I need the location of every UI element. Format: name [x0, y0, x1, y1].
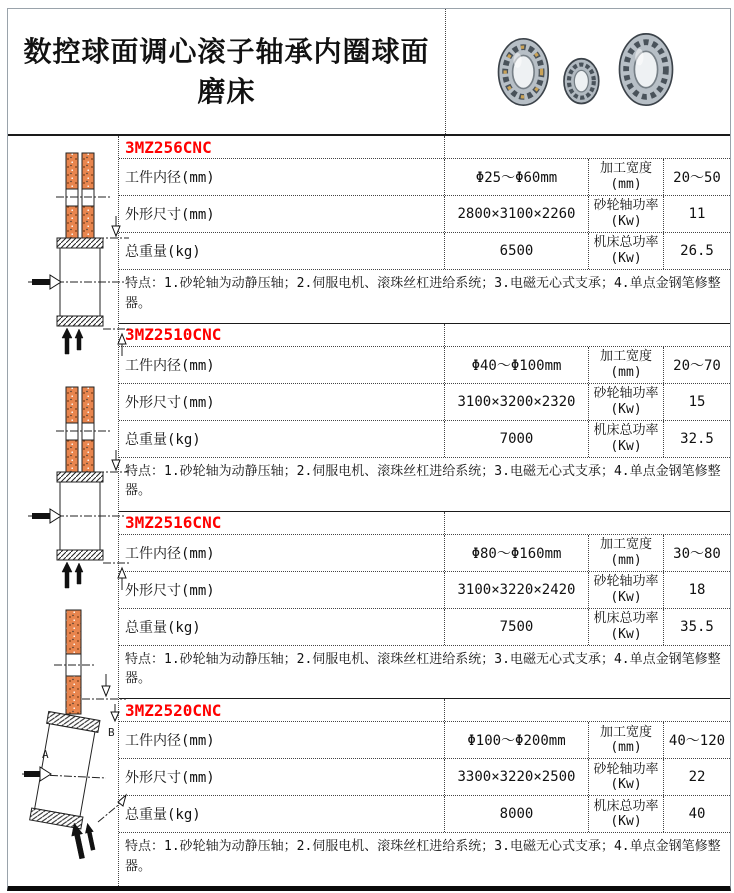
- spec-row: [119, 384, 730, 421]
- features-note: 特点：1.砂轮轴为动静压轴；2.伺服电机、滚珠丝杠进给系统；3.电磁无心式支承；4.单点金钢笔修整器。: [125, 839, 721, 874]
- row-label: 工件内径(mm): [119, 347, 445, 383]
- param-value: 30～80: [673, 545, 721, 562]
- section-3mz256cnc: [119, 136, 730, 324]
- label-b: B: [108, 726, 115, 739]
- row-value: 6500: [445, 233, 589, 269]
- param-label: 砂轮轴功率(Kw): [589, 196, 664, 232]
- spec-table: [119, 136, 730, 886]
- bearing-middle-icon: [564, 58, 599, 103]
- row-value: 7000: [445, 421, 589, 457]
- row-label: 总重量(kg): [119, 609, 445, 645]
- param-label: 加工宽度(mm): [589, 347, 664, 383]
- row-value: Φ25～Φ60mm: [445, 159, 589, 195]
- param-label: 加工宽度(mm): [589, 535, 664, 571]
- model-spacer: [445, 324, 730, 346]
- param-label: 砂轮轴功率(Kw): [589, 759, 664, 795]
- spec-row: [119, 421, 730, 458]
- image-cell: [446, 9, 730, 134]
- model-spacer: [445, 136, 730, 158]
- features-note: 特点：1.砂轮轴为动静压轴；2.伺服电机、滚珠丝杠进给系统；3.电磁无心式支承；4.单点金钢笔修整器。: [125, 651, 721, 686]
- section-3mz2510cnc: [119, 324, 730, 512]
- model-spacer: [445, 512, 730, 534]
- spec-row: [119, 196, 730, 233]
- param-value: 35.5: [680, 618, 714, 635]
- param-label: 砂轮轴功率(Kw): [589, 384, 664, 420]
- model-row: [119, 136, 730, 159]
- feed-arrow-head: [50, 275, 61, 289]
- model-row: [119, 699, 730, 722]
- param-value: 11: [688, 206, 706, 222]
- row-label: 外形尺寸(mm): [119, 384, 445, 420]
- model-name: 3MZ2520CNC: [119, 699, 445, 721]
- param-value: 15: [688, 393, 706, 410]
- row-value: Φ80～Φ160mm: [445, 535, 589, 571]
- param-label: 加工宽度(mm): [589, 159, 664, 195]
- param-value: 18: [688, 581, 706, 598]
- model-name: 3MZ256CNC: [119, 136, 445, 158]
- row-value: 2800×3100×2260: [445, 196, 589, 232]
- model-name: 3MZ2510CNC: [119, 324, 445, 346]
- spec-row: [119, 233, 730, 270]
- bearing-left-icon: [499, 38, 549, 104]
- grinding-setup-diagram-2: [26, 382, 131, 594]
- model-name: 3MZ2516CNC: [119, 512, 445, 534]
- param-label: 加工宽度(mm): [589, 722, 664, 758]
- feed-arrow-shaft: [24, 771, 40, 777]
- model-row: [119, 512, 730, 535]
- row-label: 工件内径(mm): [119, 535, 445, 571]
- features-note: 特点：1.砂轮轴为动静压轴；2.伺服电机、滚珠丝杠进给系统；3.电磁无心式支承；4.单点金钢笔修整器。: [125, 463, 721, 499]
- row-label: 外形尺寸(mm): [119, 572, 445, 608]
- feed-arrow-head: [50, 509, 61, 523]
- row-value: 3100×3200×2320: [445, 384, 589, 420]
- param-value: 20～50: [673, 170, 721, 186]
- features-note: 特点：1.砂轮轴为动静压轴；2.伺服电机、滚珠丝杠进给系统；3.电磁无心式支承；4.单点金钢笔修整器。: [125, 276, 721, 311]
- row-label: 工件内径(mm): [119, 159, 445, 195]
- bearing-right-icon: [619, 33, 672, 104]
- spec-row: [119, 722, 730, 759]
- support-arrow-icon: [62, 328, 72, 354]
- row-label: 总重量(kg): [119, 421, 445, 457]
- param-value: 32.5: [680, 430, 714, 447]
- row-label: 外形尺寸(mm): [119, 196, 445, 232]
- param-label: 机床总功率(Kw): [589, 609, 664, 645]
- section-3mz2520cnc: [119, 699, 730, 886]
- feed-arrow-shaft: [32, 513, 50, 519]
- row-value: 7500: [445, 609, 589, 645]
- support-arrow-icon: [75, 563, 83, 584]
- title-cell: [8, 9, 446, 134]
- grinding-setup-diagram-1: [26, 148, 131, 360]
- row-label: 工件内径(mm): [119, 722, 445, 758]
- row-value: Φ100～Φ200mm: [445, 722, 589, 758]
- label-a: A: [42, 748, 49, 761]
- model-row: [119, 324, 730, 347]
- support-arrow-icon: [84, 823, 97, 851]
- row-label: 外形尺寸(mm): [119, 759, 445, 795]
- section-3mz2516cnc: [119, 512, 730, 700]
- spec-row: [119, 535, 730, 572]
- param-label: 机床总功率(Kw): [589, 796, 664, 832]
- row-value: Φ40～Φ100mm: [445, 347, 589, 383]
- document-frame: [7, 8, 731, 891]
- param-value: 40: [688, 806, 706, 823]
- spec-row: [119, 796, 730, 833]
- param-label: 机床总功率(Kw): [589, 421, 664, 457]
- param-label: 砂轮轴功率(Kw): [589, 572, 664, 608]
- diagram-column: [8, 136, 119, 886]
- row-value: 3100×3220×2420: [445, 572, 589, 608]
- spec-row: [119, 347, 730, 384]
- support-arrow-icon: [75, 329, 83, 350]
- spec-row: [119, 609, 730, 646]
- row-label: 总重量(kg): [119, 233, 445, 269]
- param-label: 机床总功率(Kw): [589, 233, 664, 269]
- param-value: 40～120: [668, 733, 726, 750]
- row-value: 3300×3220×2500: [445, 759, 589, 795]
- support-arrow-icon: [62, 562, 72, 588]
- spec-row: [119, 572, 730, 609]
- header: [8, 9, 730, 136]
- param-value: 26.5: [680, 243, 714, 259]
- row-value: 8000: [445, 796, 589, 832]
- spec-row: [119, 159, 730, 196]
- body: [8, 136, 730, 886]
- param-value: 20～70: [673, 357, 721, 374]
- feed-arrow-shaft: [32, 279, 50, 285]
- model-spacer: [445, 699, 730, 721]
- spec-row: [119, 759, 730, 796]
- page-title: 数控球面调心滚子轴承内圈球面磨床: [23, 35, 430, 108]
- param-value: 22: [688, 769, 706, 786]
- grinding-setup-diagram-3: [20, 606, 130, 874]
- row-label: 总重量(kg): [119, 796, 445, 832]
- bearing-photo: [472, 24, 704, 120]
